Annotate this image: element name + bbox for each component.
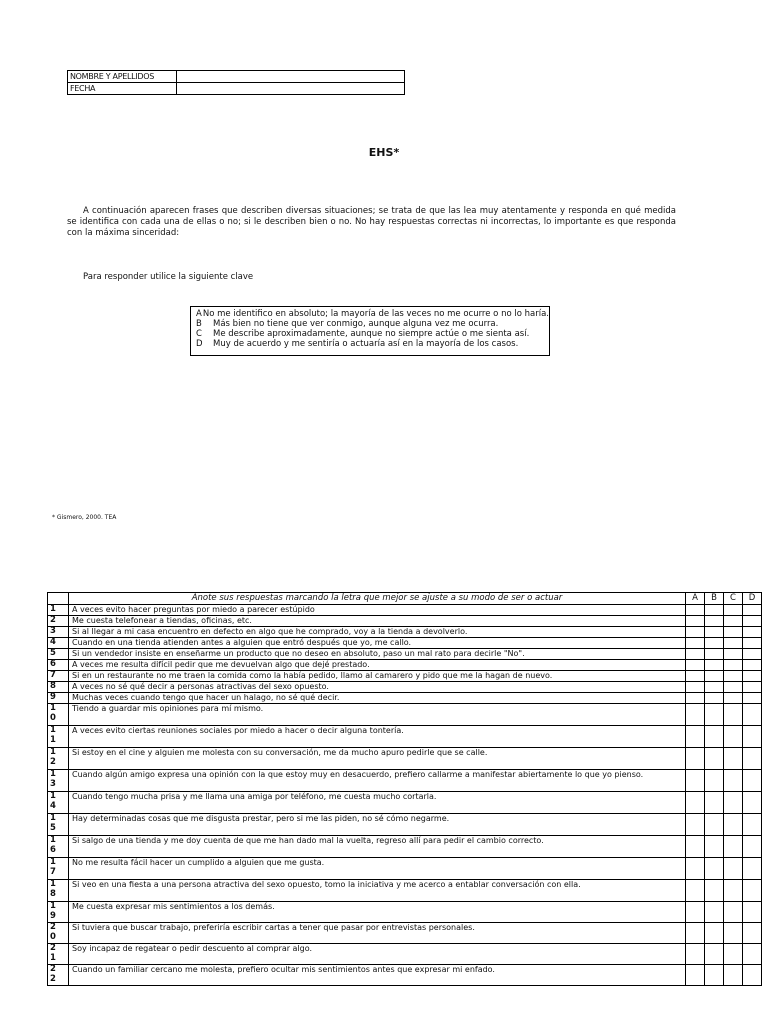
question-text: Me cuesta telefonear a tiendas, oficinas, etc. [69,616,686,627]
column-header-a: A [686,593,705,605]
question-text: Si en un restaurante no me traen la comida como la había pedido, llamo al camarero y pido que me la hagan de nuevo. [69,671,686,682]
answer-cell-d[interactable] [743,627,762,638]
row-number: 1 6 [48,836,69,858]
footnote: * Gismero, 2000. TEA [52,514,117,521]
answer-cell-b[interactable] [705,627,724,638]
answer-cell-b[interactable] [705,638,724,649]
row-number: 6 [48,660,69,671]
key-letter: C [196,329,202,339]
question-text: Cuando en una tienda atienden antes a alguien que entró después que yo, me callo. [69,638,686,649]
answer-cell-c[interactable] [724,616,743,627]
table-row [48,858,762,880]
answer-cell-b[interactable] [705,770,724,792]
answer-cell-b[interactable] [705,682,724,693]
answer-cell-d[interactable] [743,923,762,944]
answer-cell-a[interactable] [686,858,705,880]
table-row [48,880,762,902]
intro-paragraph: A continuación aparecen frases que describen diversas situaciones; se trata de que las lea muy atentamente y responda en qué medida se identifica con cada una de ellas o no; si le describen bien o no. No hay respuestas correctas ni incorrectas, lo importante es que responda con la máxima sinceridad: [67,206,676,238]
row-number: 1 8 [48,880,69,902]
answer-cell-c[interactable] [724,748,743,770]
answer-cell-c[interactable] [724,671,743,682]
answer-cell-d[interactable] [743,792,762,814]
row-number: 2 0 [48,923,69,944]
instruction-header: Anote sus respuestas marcando la letra que mejor se ajuste a su modo de ser o actuar [69,593,686,605]
answer-cell-a[interactable] [686,748,705,770]
answer-cell-d[interactable] [743,748,762,770]
column-header-d: D [743,593,762,605]
answer-cell-c[interactable] [724,693,743,704]
questions-table [47,592,762,986]
answer-cell-a[interactable] [686,704,705,726]
question-text: No me resulta fácil hacer un cumplido a alguien que me gusta. [69,858,686,880]
key-letter: D [196,339,203,349]
answer-cell-a[interactable] [686,682,705,693]
answer-cell-d[interactable] [743,660,762,671]
row-number: 1 5 [48,814,69,836]
row-number: 1 2 [48,748,69,770]
table-row [48,616,762,627]
answer-cell-a[interactable] [686,880,705,902]
answer-cell-b[interactable] [705,944,724,965]
table-row [48,748,762,770]
table-row [48,965,762,986]
question-text: A veces me resulta difícil pedir que me devuelvan algo que dejé prestado. [69,660,686,671]
answer-cell-b[interactable] [705,965,724,986]
row-number: 1 9 [48,902,69,923]
table-row [48,902,762,923]
answer-cell-c[interactable] [724,923,743,944]
table-row [48,923,762,944]
key-row [196,339,549,349]
answer-cell-a[interactable] [686,792,705,814]
table-row [48,944,762,965]
answer-cell-d[interactable] [743,649,762,660]
answer-cell-d[interactable] [743,836,762,858]
answer-cell-b[interactable] [705,902,724,923]
answer-cell-c[interactable] [724,660,743,671]
answer-cell-a[interactable] [686,965,705,986]
answer-cell-a[interactable] [686,671,705,682]
row-number: 8 [48,682,69,693]
answer-cell-b[interactable] [705,858,724,880]
answer-cell-c[interactable] [724,858,743,880]
answer-cell-a[interactable] [686,627,705,638]
table-row [48,605,762,616]
question-text: Tiendo a guardar mis opiniones para mí mismo. [69,704,686,726]
answer-cell-b[interactable] [705,605,724,616]
answer-cell-d[interactable] [743,965,762,986]
page-title: EHS* [368,146,400,159]
answer-cell-a[interactable] [686,923,705,944]
row-number: 1 7 [48,858,69,880]
answer-cell-c[interactable] [724,627,743,638]
question-text: A veces evito hacer preguntas por miedo a parecer estúpido [69,605,686,616]
answer-cell-b[interactable] [705,814,724,836]
question-text: Si veo en una fiesta a una persona atractiva del sexo opuesto, tomo la iniciativa y me acerco a entablar conversación con ella. [69,880,686,902]
row-number: 1 3 [48,770,69,792]
answer-cell-a[interactable] [686,814,705,836]
question-text: Si al llegar a mi casa encuentro en defecto en algo que he comprado, voy a la tienda a devolverlo. [69,627,686,638]
answer-cell-d[interactable] [743,682,762,693]
answer-cell-c[interactable] [724,792,743,814]
answer-cell-c[interactable] [724,902,743,923]
answer-cell-b[interactable] [705,880,724,902]
table-row [48,660,762,671]
table-row [48,770,762,792]
key-row [196,309,549,319]
number-header [48,593,69,605]
table-row [48,682,762,693]
answer-cell-b[interactable] [705,748,724,770]
key-text: Más bien no tiene que ver conmigo, aunque alguna vez me ocurra. [213,319,499,329]
row-number: 5 [48,649,69,660]
header-info-table [67,70,405,95]
question-text: Si tuviera que buscar trabajo, preferiría escribir cartas a tener que pasar por entrevistas personales. [69,923,686,944]
answer-cell-d[interactable] [743,605,762,616]
answer-cell-d[interactable] [743,858,762,880]
question-text: Muchas veces cuando tengo que hacer un halago, no sé qué decir. [69,693,686,704]
row-number: 4 [48,638,69,649]
answer-cell-a[interactable] [686,944,705,965]
table-row [48,704,762,726]
answer-cell-d[interactable] [743,704,762,726]
answer-cell-b[interactable] [705,923,724,944]
date-field[interactable] [177,83,405,95]
row-number: 7 [48,671,69,682]
date-label: FECHA [68,83,177,95]
column-header-b: B [705,593,724,605]
name-field[interactable] [177,71,405,83]
answer-cell-b[interactable] [705,836,724,858]
answer-cell-c[interactable] [724,880,743,902]
answer-cell-b[interactable] [705,660,724,671]
question-text: Me cuesta expresar mis sentimientos a los demás. [69,902,686,923]
key-text: No me identifico en absoluto; la mayoría de las veces no me ocurre o no lo haría. [202,309,549,319]
question-text: Cuando algún amigo expresa una opinión con la que estoy muy en desacuerdo, prefiero callarme a manifestar abiertamente lo que yo pienso. [69,770,686,792]
answer-cell-c[interactable] [724,836,743,858]
row-number: 1 4 [48,792,69,814]
row-number: 9 [48,693,69,704]
question-text: A veces evito ciertas reuniones sociales por miedo a hacer o decir alguna tontería. [69,726,686,748]
answer-cell-d[interactable] [743,814,762,836]
row-number: 3 [48,627,69,638]
answer-cell-a[interactable] [686,660,705,671]
answer-cell-d[interactable] [743,616,762,627]
answer-cell-b[interactable] [705,792,724,814]
answer-cell-d[interactable] [743,638,762,649]
table-row [48,649,762,660]
table-row [48,836,762,858]
key-row [196,319,549,329]
table-row [48,693,762,704]
key-row [196,329,549,339]
answer-cell-d[interactable] [743,944,762,965]
question-text: Si un vendedor insiste en enseñarme un producto que no deseo en absoluto, paso un mal rato para decirle "No". [69,649,686,660]
answer-cell-a[interactable] [686,616,705,627]
answer-cell-c[interactable] [724,682,743,693]
clave-label: Para responder utilice la siguiente clave [83,272,254,282]
answer-cell-a[interactable] [686,836,705,858]
table-row [48,792,762,814]
question-text: A veces no sé qué decir a personas atractivas del sexo opuesto. [69,682,686,693]
answer-cell-c[interactable] [724,770,743,792]
answer-cell-b[interactable] [705,649,724,660]
row-number: 2 1 [48,944,69,965]
answer-cell-a[interactable] [686,638,705,649]
key-letter: A [196,309,202,319]
answer-cell-c[interactable] [724,726,743,748]
question-text: Cuando un familiar cercano me molesta, prefiero ocultar mis sentimientos antes que expresar mi enfado. [69,965,686,986]
column-header-c: C [724,593,743,605]
answer-cell-c[interactable] [724,814,743,836]
question-text: Hay determinadas cosas que me disgusta prestar, pero si me las piden, no sé cómo negarme. [69,814,686,836]
answer-cell-a[interactable] [686,726,705,748]
table-row [48,638,762,649]
answer-cell-c[interactable] [724,638,743,649]
key-text: Me describe aproximadamente, aunque no siempre actúe o me sienta así. [213,329,530,339]
key-letter: B [196,319,202,329]
answer-cell-d[interactable] [743,726,762,748]
answer-cell-c[interactable] [724,704,743,726]
question-text: Soy incapaz de regatear o pedir descuento al comprar algo. [69,944,686,965]
answer-cell-d[interactable] [743,880,762,902]
answer-cell-b[interactable] [705,704,724,726]
answer-cell-a[interactable] [686,649,705,660]
key-text: Muy de acuerdo y me sentiría o actuaría así en la mayoría de los casos. [213,339,519,349]
row-number: 1 [48,605,69,616]
answer-cell-b[interactable] [705,693,724,704]
row-number: 1 0 [48,704,69,726]
row-number: 2 [48,616,69,627]
answer-cell-b[interactable] [705,671,724,682]
answer-cell-c[interactable] [724,649,743,660]
answer-cell-a[interactable] [686,770,705,792]
answer-cell-d[interactable] [743,902,762,923]
answer-cell-d[interactable] [743,770,762,792]
answer-cell-d[interactable] [743,671,762,682]
answer-cell-a[interactable] [686,902,705,923]
answer-cell-d[interactable] [743,693,762,704]
answer-cell-a[interactable] [686,693,705,704]
answer-cell-b[interactable] [705,616,724,627]
question-text: Si salgo de una tienda y me doy cuenta de que me han dado mal la vuelta, regreso allí para pedir el cambio correcto. [69,836,686,858]
answer-cell-c[interactable] [724,605,743,616]
row-number: 2 2 [48,965,69,986]
question-text: Cuando tengo mucha prisa y me llama una amiga por teléfono, me cuesta mucho cortarla. [69,792,686,814]
question-text: Si estoy en el cine y alguien me molesta con su conversación, me da mucho apuro pedirle que se calle. [69,748,686,770]
answer-cell-a[interactable] [686,605,705,616]
table-row [48,726,762,748]
answer-key-box [190,306,550,356]
table-row [48,814,762,836]
row-number: 1 1 [48,726,69,748]
answer-cell-c[interactable] [724,965,743,986]
answer-cell-b[interactable] [705,726,724,748]
table-row [48,627,762,638]
table-row [48,671,762,682]
answer-cell-c[interactable] [724,944,743,965]
name-label: NOMBRE Y APELLIDOS [68,71,177,83]
